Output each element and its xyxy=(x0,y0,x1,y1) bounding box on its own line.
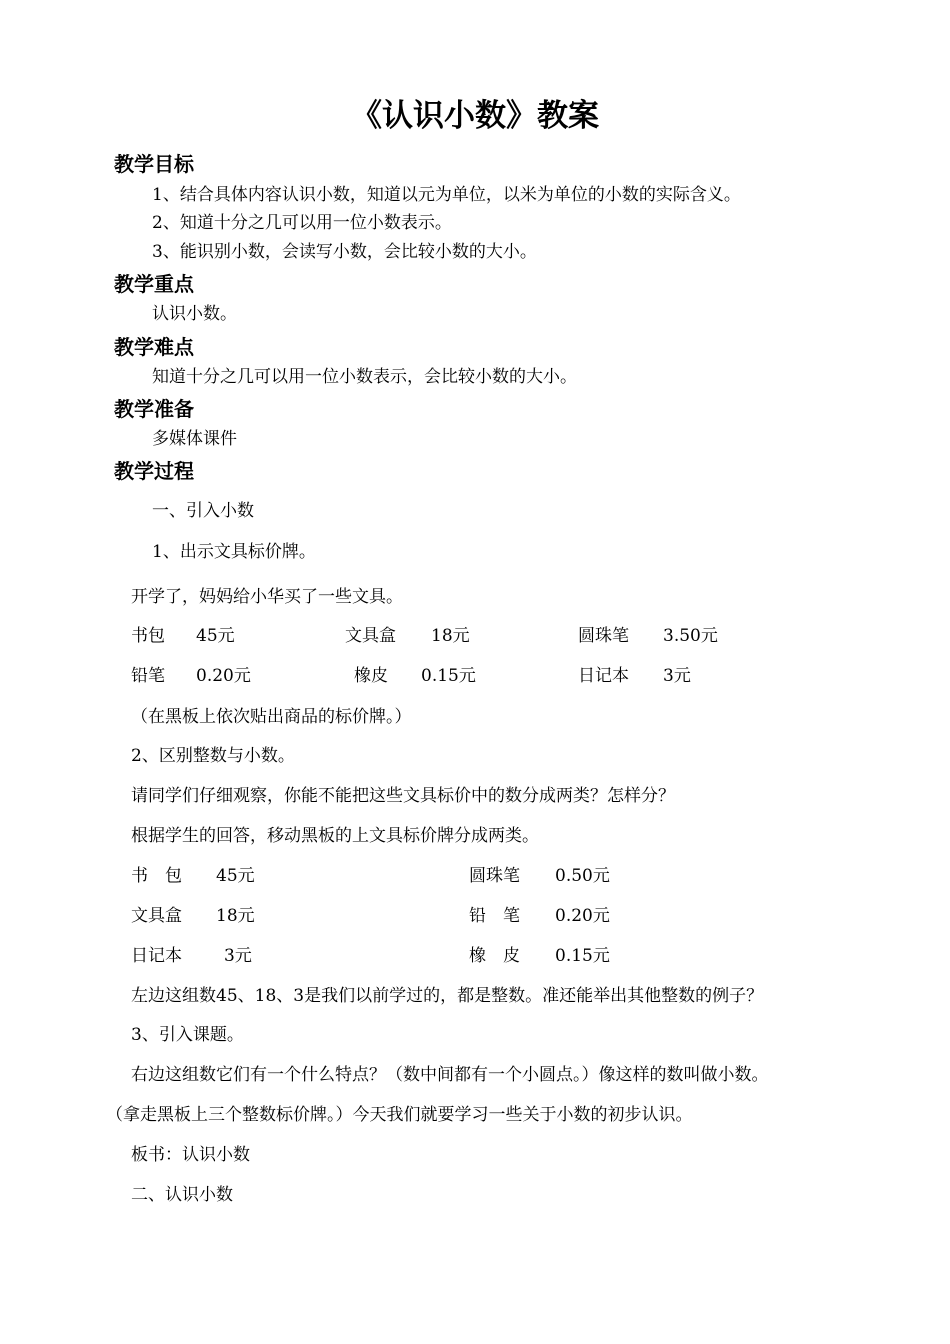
question-text: 请同学们仔细观察，你能不能把这些文具标价中的数分成两类？怎样分？ xyxy=(131,786,675,806)
price-tag-price: 0.15元 xyxy=(421,666,476,686)
price-tag-name: 日记本 xyxy=(578,666,629,686)
difficulties-text: 知道十分之几可以用一位小数表示，会比较小数的大小。 xyxy=(152,367,577,387)
left-group-name: 书 包 xyxy=(131,866,182,886)
objectives-heading: 教学目标 xyxy=(114,152,194,176)
left-group-name: 文具盒 xyxy=(131,906,182,926)
document-title: 《认识小数》教案 xyxy=(351,98,599,134)
left-group-name: 日记本 xyxy=(131,946,182,966)
process-part-2: 二、认识小数 xyxy=(131,1185,233,1205)
sort-note: 根据学生的回答，移动黑板的上文具标价牌分成两类。 xyxy=(131,826,539,846)
process-step-3: 3、引入课题。 xyxy=(131,1025,244,1045)
process-step-1: 1、出示文具标价牌。 xyxy=(152,542,316,562)
process-heading: 教学过程 xyxy=(114,459,194,483)
price-tag-name: 圆珠笔 xyxy=(578,626,629,646)
right-group-price: 0.15元 xyxy=(555,946,610,966)
process-step-2: 2、区别整数与小数。 xyxy=(131,746,295,766)
right-group-price: 0.20元 xyxy=(555,906,610,926)
price-tag-name: 铅笔 xyxy=(131,666,165,686)
right-group-name: 圆珠笔 xyxy=(469,866,520,886)
price-tag-price: 0.20元 xyxy=(196,666,251,686)
decimal-note-2: （拿走黑板上三个整数标价牌。）今天我们就要学习一些关于小数的初步认识。 xyxy=(106,1105,693,1125)
objective-2: 2、知道十分之几可以用一位小数表示。 xyxy=(152,213,452,233)
key-points-heading: 教学重点 xyxy=(114,272,194,296)
decimal-note-1: 右边这组数它们有一个什么特点？（数中间都有一个小圆点。）像这样的数叫做小数。 xyxy=(131,1065,769,1085)
note-blackboard: （在黑板上依次贴出商品的标价牌。） xyxy=(131,707,412,727)
process-part-1: 一、引入小数 xyxy=(152,501,254,521)
left-group-price: 18元 xyxy=(216,906,255,926)
price-tag-price: 18元 xyxy=(431,626,470,646)
objective-3: 3、能识别小数，会读写小数，会比较小数的大小。 xyxy=(152,242,537,262)
right-group-price: 0.50元 xyxy=(555,866,610,886)
left-group-price: 45元 xyxy=(216,866,255,886)
objective-1: 1、结合具体内容认识小数，知道以元为单位，以米为单位的小数的实际含义。 xyxy=(152,185,741,205)
integers-note: 左边这组数45、18、3是我们以前学过的，都是整数。准还能举出其他整数的例子？ xyxy=(131,986,764,1006)
price-tag-name: 橡皮 xyxy=(354,666,388,686)
board-text: 板书：认识小数 xyxy=(131,1145,250,1165)
preparation-text: 多媒体课件 xyxy=(152,429,237,449)
price-tag-name: 书包 xyxy=(131,626,165,646)
price-tag-name: 文具盒 xyxy=(345,626,396,646)
difficulties-heading: 教学难点 xyxy=(114,335,194,359)
price-tag-price: 45元 xyxy=(196,626,235,646)
left-group-price: 3元 xyxy=(224,946,252,966)
preparation-heading: 教学准备 xyxy=(114,397,194,421)
intro-text: 开学了，妈妈给小华买了一些文具。 xyxy=(131,587,403,607)
right-group-name: 橡 皮 xyxy=(469,946,520,966)
price-tag-price: 3.50元 xyxy=(663,626,718,646)
price-tag-price: 3元 xyxy=(663,666,691,686)
right-group-name: 铅 笔 xyxy=(469,906,520,926)
key-points-text: 认识小数。 xyxy=(152,304,237,324)
